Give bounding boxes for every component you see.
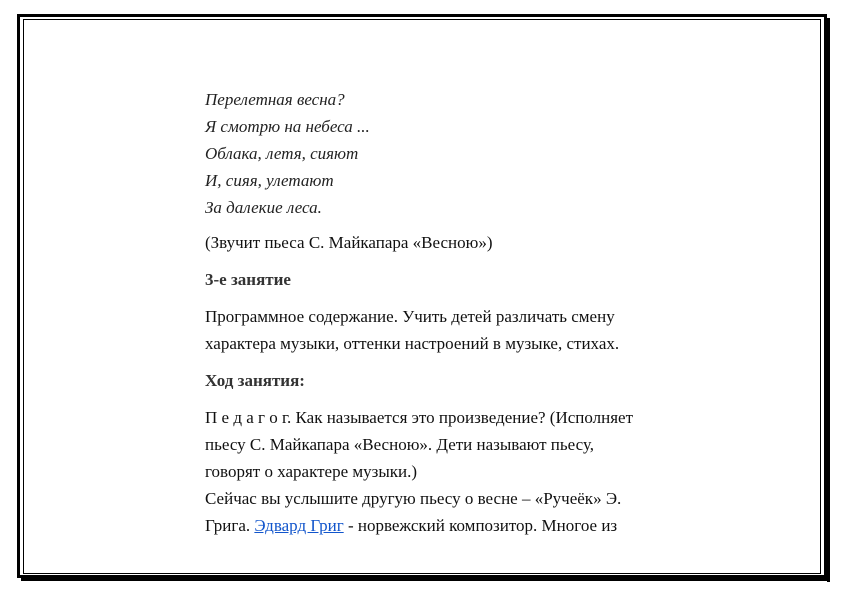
poem-line: Облака, летя, сияют [205, 144, 359, 163]
poem-line: И, сияя, улетают [205, 171, 334, 190]
edvard-grieg-link[interactable]: Эдвард Григ [254, 516, 344, 535]
dialogue-line: П е д а г о г. Как называется это произведение? (Исполняет [205, 408, 634, 427]
poem-line: Я смотрю на небеса ... [205, 117, 370, 136]
poem-line: За далекие леса. [205, 198, 322, 217]
dialogue-last-line [205, 512, 765, 539]
page-shadow-right [827, 18, 830, 582]
dialogue [205, 404, 765, 539]
dialogue-line: Сейчас вы услышите другую пьесу о весне – «Ручеёк» Э. [205, 489, 622, 508]
last-line-prefix: Грига. [205, 516, 255, 535]
poem-line: Перелетная весна? [205, 90, 345, 109]
lesson-heading: 3-е занятие [205, 270, 291, 289]
program-line: Программное содержание. Учить детей различать смену [205, 307, 615, 326]
poem [205, 86, 765, 221]
page-shadow-bottom [21, 578, 830, 581]
document-content [205, 86, 765, 539]
last-line-suffix: - норвежский композитор. Многое из [343, 516, 618, 535]
program-line: характера музыки, оттенки настроений в музыке, стихах. [205, 334, 620, 353]
dialogue-line: пьесу С. Майкапара «Весною». Дети называют пьесу, [205, 435, 594, 454]
music-note: (Звучит пьеса С. Майкапара «Весною») [205, 233, 493, 252]
program-content [205, 303, 765, 357]
course-heading: Ход занятия: [205, 371, 305, 390]
dialogue-line: говорят о характере музыки.) [205, 462, 418, 481]
